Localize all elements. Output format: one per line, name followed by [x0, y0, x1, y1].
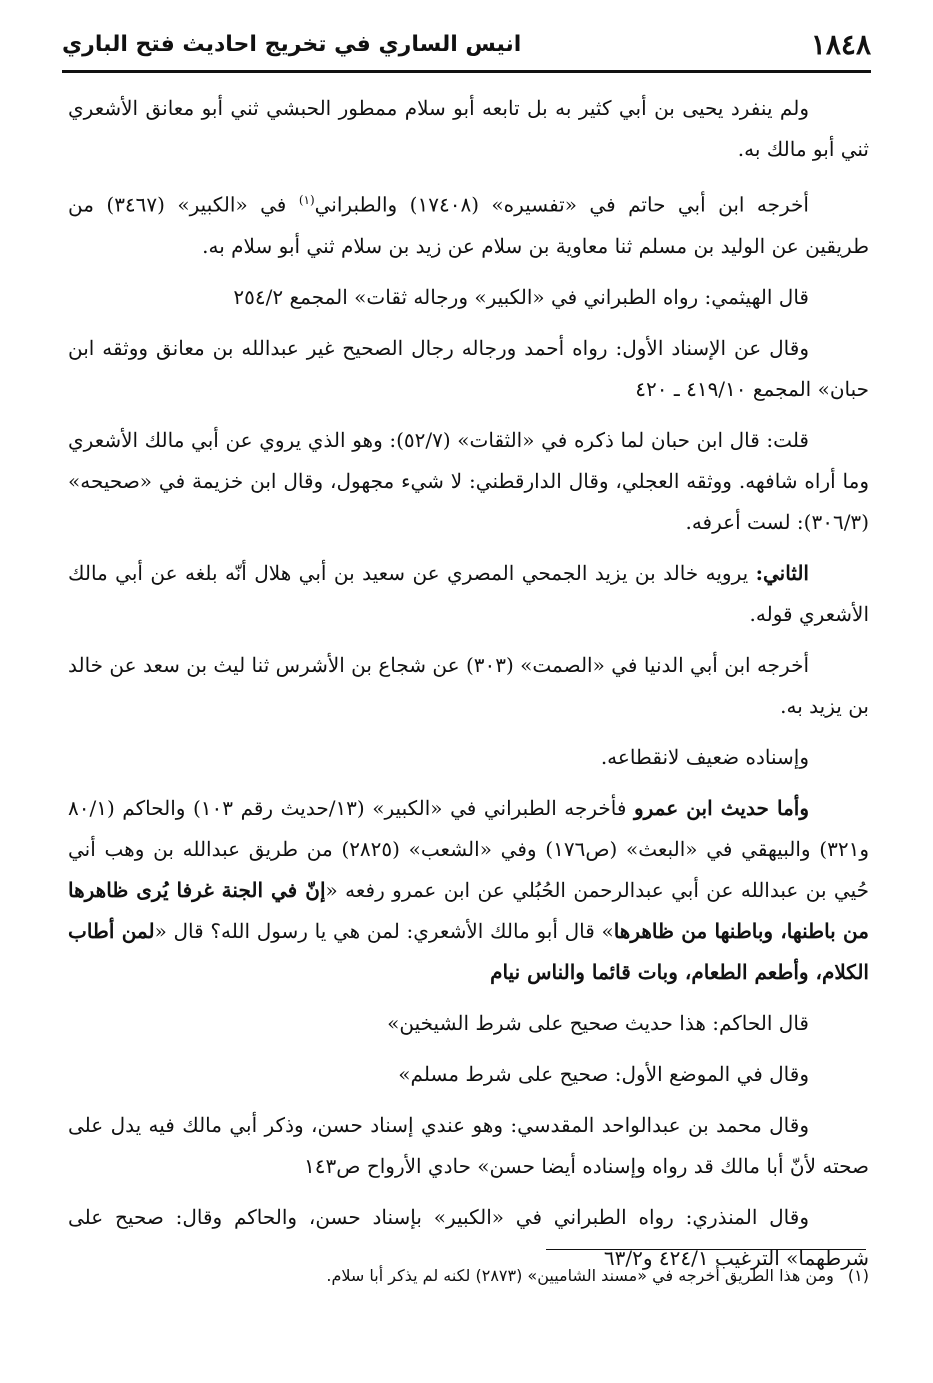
footnote-ref[interactable]: (١)	[298, 193, 315, 207]
footnote-text: ومن هذا الطريق أخرجه في «مسند الشاميين» (٢٨٧٣) لكنه لم يذكر أبا سلام.	[326, 1266, 834, 1285]
paragraph-2	[68, 180, 869, 267]
paragraph-11	[68, 1054, 869, 1095]
paragraph-text: قال الهيثمي: رواه الطبراني في «الكبير» ورجاله ثقات» المجمع ٢٥٤/٢	[233, 284, 809, 309]
paragraph-text: قلت: قال ابن حبان لما ذكره في «الثقات» (٥٢/٧): وهو الذي يروي عن أبي مالك الأشعري وما أراه شافهه. ووثقه العجلي، وقال الدارقطني: لا شيء مجهول، وقال ابن خزيمة في «صحيحه» (٣٠٦/٣): لست أعرفه.	[68, 427, 869, 534]
paragraph-text: وقال عن الإسناد الأول: رواه أحمد ورجاله رجال الصحيح غير عبدالله بن معانق ووثقه ابن حبان» المجمع ٤١٩/١٠ ـ ٤٢٠	[68, 335, 869, 401]
paragraph-8	[68, 737, 869, 778]
hadith-quote: لمن أطاب الكلام، وأطعم الطعام، وبات قائما والناس نيام	[68, 918, 869, 984]
paragraph-text: أخرجه ابن أبي الدنيا في «الصمت» (٣٠٣) عن شجاع بن الأشرس ثنا ليث بن سعد عن خالد بن يزيد به.	[68, 652, 869, 718]
paragraph-text: يرويه خالد بن يزيد الجمحي المصري عن سعيد بن أبي هلال أنّه بلغه عن أبي مالك الأشعري قوله.	[68, 560, 869, 626]
header-rule	[62, 70, 871, 73]
paragraph-lead: الثاني:	[755, 560, 809, 585]
paragraph-9	[68, 788, 869, 993]
paragraph-text: فأخرجه الطبراني في «الكبير» (١٣/حديث رقم ١٠٣) والحاكم (٨٠/١ و٣٢١) والبيهقي في «البعث» (ص١٧٦) وفي «الشعب» (٢٨٢٥) من طريق عبدالله بن وهب أني حُيي بن عبدالله عن أبي عبدالرحمن الحُبُلي عن ابن عمرو رفعه «	[68, 795, 869, 902]
hadith-quote: إنّ في الجنة غرفا يُرى ظاهرها من باطنها، وباطنها من ظاهرها	[68, 877, 869, 943]
paragraph-1	[68, 88, 869, 170]
paragraph-text: أخرجه ابن أبي حاتم في «تفسيره» (١٧٤٠٨) والطبراني	[314, 192, 809, 217]
paragraph-10	[68, 1003, 869, 1044]
paragraph-4	[68, 328, 869, 410]
paragraph-lead: وأما حديث ابن عمرو	[633, 795, 809, 820]
footnote-number: (١)	[847, 1266, 869, 1285]
paragraph-text: » قال أبو مالك الأشعري: لمن هي يا رسول الله؟ قال «	[154, 918, 614, 943]
footnote	[68, 1262, 869, 1290]
paragraph-text: وقال المنذري: رواه الطبراني في «الكبير» بإسناد حسن، والحاكم وقال: صحيح على شرطهما» الترغيب ٤٢٤/١ و٦٣/٢	[68, 1204, 869, 1270]
page-number: ١٨٤٨	[810, 28, 871, 61]
paragraph-text: ولم ينفرد يحيى بن أبي كثير به بل تابعه أبو سلام ممطور الحبشي ثني أبو معانق الأشعري ثني أبو مالك به.	[68, 96, 869, 161]
page-header	[62, 28, 871, 68]
paragraph-text: قال الحاكم: هذا حديث صحيح على شرط الشيخين»	[387, 1010, 809, 1035]
main-text	[68, 88, 869, 1289]
paragraph-7	[68, 645, 869, 727]
footnote-rule	[546, 1249, 866, 1250]
paragraph-5	[68, 420, 869, 543]
paragraph-text: وقال في الموضع الأول: صحيح على شرط مسلم»	[398, 1061, 809, 1086]
paragraph-6	[68, 553, 869, 635]
running-title: انيس الساري في تخريج احاديث فتح الباري	[62, 32, 522, 57]
paragraph-text: في «الكبير» (٣٤٦٧) من طريقين عن الوليد بن مسلم ثنا معاوية بن سلام عن زيد بن سلام ثني أبو سلام به.	[68, 192, 869, 258]
paragraph-3	[68, 277, 869, 318]
paragraph-text: وإسناده ضعيف لانقطاعه.	[600, 744, 809, 769]
paragraph-text: وقال محمد بن عبدالواحد المقدسي: وهو عندي إسناد حسن، وذكر أبي مالك فيه يدل على صحته لأنّ أبا مالك قد رواه وإسناده أيضا حسن» حادي الأرواح ص١٤٣	[68, 1112, 869, 1178]
paragraph-12	[68, 1105, 869, 1187]
